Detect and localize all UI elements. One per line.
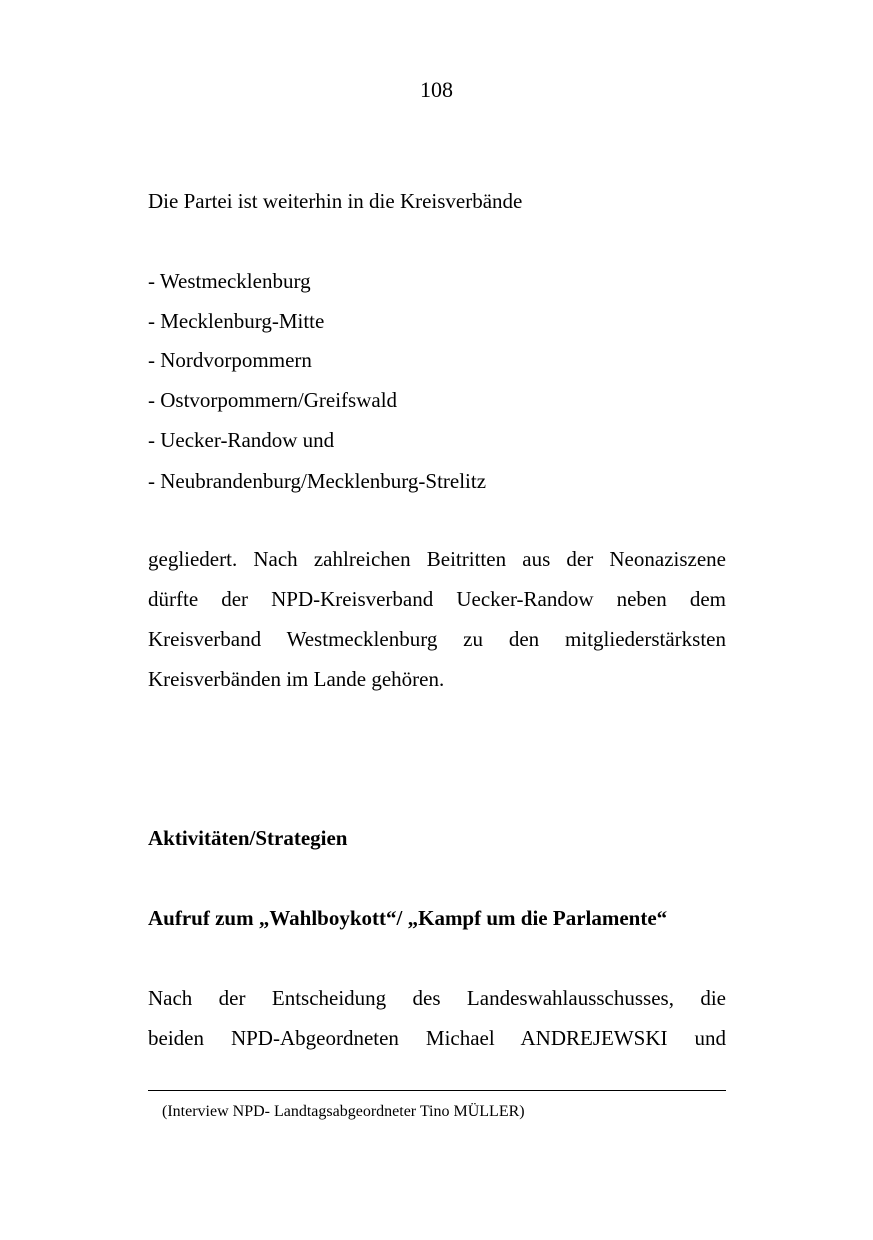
paragraph-line: Kreisverband Westmecklenburg zu den mitgliederstärksten <box>148 627 726 651</box>
list-item-ostvorpommern-greifswald: - Ostvorpommern/Greifswald <box>148 388 398 412</box>
paragraph-entscheidung <box>148 984 726 1064</box>
paragraph-line: gegliedert. Nach zahlreichen Beitritten aus der Neonaziszene <box>148 547 726 571</box>
list-item-uecker-randow: - Uecker-Randow und <box>148 428 335 452</box>
footnote-separator <box>148 1090 726 1091</box>
list-item-neubrandenburg: - Neubrandenburg/Mecklenburg-Strelitz <box>148 469 487 493</box>
page-number: 108 <box>420 77 453 102</box>
footnote: (Interview NPD- Landtagsabgeordneter Tino MÜLLER) <box>162 1103 525 1120</box>
list-item-mecklenburg-mitte: - Mecklenburg-Mitte <box>148 309 325 333</box>
intro-text: Die Partei ist weiterhin in die Kreisverbände <box>148 189 523 213</box>
list-item-nordvorpommern: - Nordvorpommern <box>148 348 312 372</box>
paragraph-line: Kreisverbänden im Lande gehören. <box>148 667 445 691</box>
subsection-heading: Aufruf zum „Wahlboykott“/ „Kampf um die Parlamente“ <box>148 906 668 930</box>
paragraph-line: beiden NPD-Abgeordneten Michael ANDREJEWSKI und <box>148 1026 726 1050</box>
section-heading: Aktivitäten/Strategien <box>148 826 348 850</box>
paragraph-gliederung <box>148 545 726 705</box>
list-item-westmecklenburg: - Westmecklenburg <box>148 269 311 293</box>
paragraph-line: Nach der Entscheidung des Landeswahlausschusses, die <box>148 986 726 1010</box>
paragraph-line: dürfte der NPD-Kreisverband Uecker-Randow neben dem <box>148 587 726 611</box>
